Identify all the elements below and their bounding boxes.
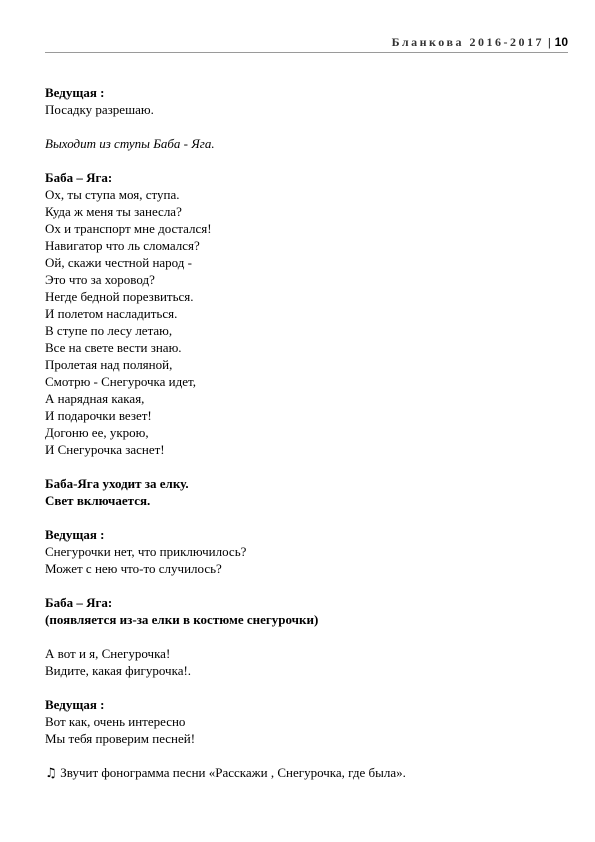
spacer xyxy=(45,458,565,475)
stage-direction: Выходит из ступы Баба - Яга. xyxy=(45,136,215,151)
stage-direction-bold: Свет включается. xyxy=(45,493,151,508)
dialogue-line: Снегурочки нет, что приключилось? xyxy=(45,544,247,559)
verse-line: Это что за хоровод? xyxy=(45,272,155,287)
dialogue-line: Видите, какая фигурочка!. xyxy=(45,663,192,678)
speaker-label: Ведущая : xyxy=(45,527,105,542)
spacer xyxy=(45,577,565,594)
verse-line: Ой, скажи честной народ - xyxy=(45,255,192,270)
speaker-label: Ведущая : xyxy=(45,85,105,100)
verse-line: Куда ж меня ты занесла? xyxy=(45,204,182,219)
music-cue xyxy=(45,764,565,782)
header-title: Бланкова 2016-2017 xyxy=(391,35,544,49)
dialogue-line: Вот как, очень интересно xyxy=(45,714,186,729)
music-cue-text: Звучит фонограмма песни «Расскажи , Снегурочка, где была». xyxy=(60,765,406,780)
spacer xyxy=(45,152,565,169)
header-rule xyxy=(45,52,568,53)
dialogue-line: Посадку разрешаю. xyxy=(45,102,154,117)
spacer xyxy=(45,509,565,526)
dialogue-line: Мы тебя проверим песней! xyxy=(45,731,196,746)
verse-line: И подарочки везет! xyxy=(45,408,152,423)
spacer xyxy=(45,679,565,696)
spacer xyxy=(45,747,565,764)
verse-line: Навигатор что ль сломался? xyxy=(45,238,200,253)
page-header xyxy=(45,34,568,50)
verse-line: Все на свете вести знаю. xyxy=(45,340,182,355)
speaker-label: Баба – Яга: xyxy=(45,595,113,610)
header-separator: | xyxy=(547,35,551,49)
music-note-icon: ♫ xyxy=(45,766,57,781)
verse-line: Ох, ты ступа моя, ступа. xyxy=(45,187,180,202)
verse-line: Ох и транспорт мне достался! xyxy=(45,221,212,236)
verse-line: А нарядная какая, xyxy=(45,391,145,406)
stage-direction-bold: Баба-Яга уходит за елку. xyxy=(45,476,189,491)
verse-block xyxy=(45,186,565,458)
dialogue-line: Может с нею что-то случилось? xyxy=(45,561,222,576)
verse-line: И Снегурочка заснет! xyxy=(45,442,165,457)
dialogue-line: А вот и я, Снегурочка! xyxy=(45,646,171,661)
speaker-label: Ведущая : xyxy=(45,697,105,712)
verse-line: Смотрю - Снегурочка идет, xyxy=(45,374,196,389)
verse-line: Негде бедной порезвиться. xyxy=(45,289,194,304)
verse-line: Пролетая над поляной, xyxy=(45,357,173,372)
verse-line: В ступе по лесу летаю, xyxy=(45,323,173,338)
spacer xyxy=(45,118,565,135)
verse-line: Догоню ее, укрою, xyxy=(45,425,149,440)
stage-remark: (появляется из-за елки в костюме снегурочки) xyxy=(45,612,319,627)
spacer xyxy=(45,628,565,645)
speaker-label: Баба – Яга: xyxy=(45,170,113,185)
script-body xyxy=(45,84,565,782)
verse-line: И полетом насладиться. xyxy=(45,306,178,321)
page-number: 10 xyxy=(554,35,568,49)
